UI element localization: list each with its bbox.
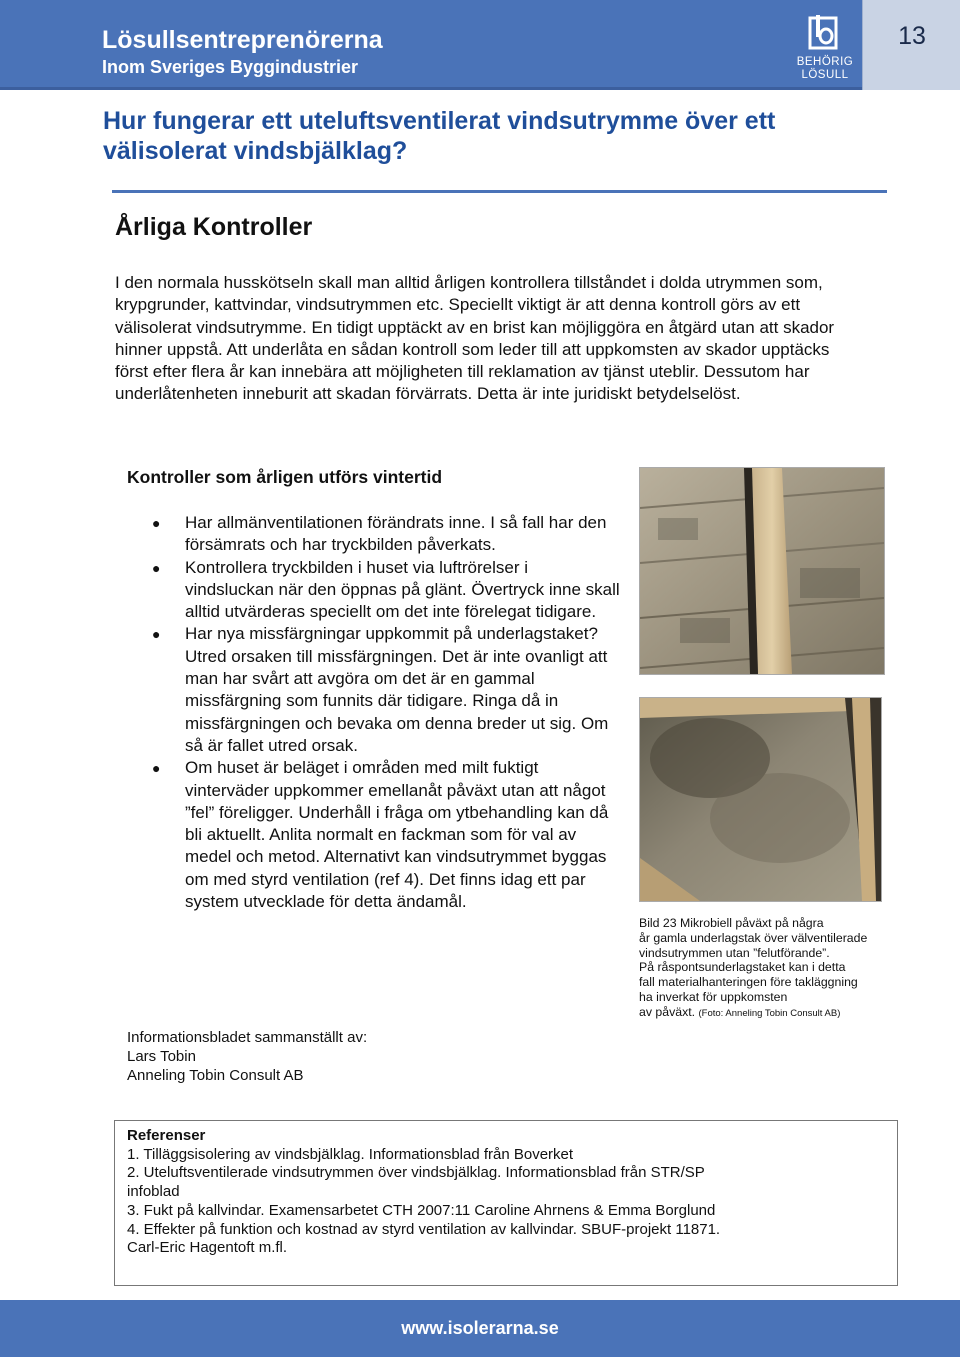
bullet-icon: ● bbox=[152, 626, 161, 643]
attic-photo-rafter bbox=[639, 467, 885, 675]
bullet-icon: ● bbox=[152, 515, 161, 531]
attic-photo-underlay bbox=[639, 697, 882, 902]
compiled-by-name: Lars Tobin bbox=[127, 1048, 196, 1065]
caption-line: Bild 23 Mikrobiell påväxt på några bbox=[639, 916, 824, 930]
logo-text-bottom: LÖSULL bbox=[801, 69, 849, 81]
bullet-text: Om huset är beläget i områden med milt fuktigt vinterväder uppkommer emellanåt påväxt utan att något ”fel” föreligger. Underhåll i fråga om ytbehandling kan då bli aktuellt. Anlita normalt en fackman som för val av medel och metod. Alternativt kan vindsutrymmet byggas om med styrd ventilation (ref 4). Det finns idag ett par system utvecklade för detta ändamål. bbox=[185, 758, 609, 912]
caption-text: av påväxt. bbox=[639, 1004, 696, 1019]
list-item bbox=[152, 512, 620, 557]
intro-paragraph: I den normala husskötseln skall man alltid årligen kontrollera tillståndet i dolda utrymmen som, krypgrunder, kattvindar, vindsutrymmen etc. Speciellt viktigt är att denna kontroll görs av ett välisolerat vindsutrymme. En tidigt upptäckt av en brist kan möjliggöra en åtgärd utan att skador hinner uppstå. Att underlåta en sådan kontroll som leder till att uppkomsten av skador upptäcks först efter flera år kan innebära att möjligheten till reklamation av tjänst uteblir. Dessutom har underlåtenheten inneburit att skadan förvärrats. Detta är inte juridiskt betydelselöst. bbox=[115, 273, 835, 404]
reference-item: 1. Tilläggsisolering av vindsbjälklag. Informationsblad från Boverket bbox=[127, 1145, 574, 1163]
compiled-by bbox=[127, 1028, 367, 1085]
bullet-text: Kontrollera tryckbilden i huset via luftrörelser i vindsluckan när den öppnas på glänt. Övertryck inne skall alltid utvärderas speciellt om det inte förelegat tidigare. bbox=[185, 557, 620, 622]
title-divider bbox=[112, 190, 887, 193]
caption-line-last bbox=[639, 1005, 899, 1022]
references-heading: Referenser bbox=[127, 1127, 206, 1144]
section-heading: Årliga Kontroller bbox=[115, 213, 313, 241]
caption-line: år gamla underlagstak över välventilerade bbox=[639, 930, 868, 945]
caption-line: fall materialhanteringen före takläggning bbox=[639, 975, 858, 990]
references-box bbox=[114, 1120, 898, 1286]
compiled-by-company: Anneling Tobin Consult AB bbox=[127, 1067, 304, 1084]
bullet-text: Har allmänventilationen förändrats inne. I så fall har den försämrats och har tryckbilden påverkats. bbox=[185, 513, 607, 555]
behorig-losull-logo bbox=[790, 14, 860, 82]
bullet-icon: ● bbox=[152, 559, 161, 576]
list-item bbox=[152, 623, 620, 757]
list-item bbox=[152, 757, 620, 913]
page-number-box bbox=[862, 0, 960, 90]
caption-line: vindsutrymmen utan ”felutförande”. bbox=[639, 945, 830, 960]
compiled-by-label: Informationsbladet sammanställt av: bbox=[127, 1029, 368, 1046]
figure-caption bbox=[639, 916, 899, 1022]
reference-item: 3. Fukt på kallvindar. Examensarbetet CTH 2007:11 Caroline Ahrnens & Emma Borglund bbox=[127, 1201, 716, 1219]
page-header bbox=[0, 0, 960, 90]
winter-checks-list bbox=[152, 512, 620, 913]
reference-item: 4. Effekter på funktion och kostnad av styrd ventilation av kallvindar. SBUF-projekt 11871. Carl-Eric Hagentoft m.fl. bbox=[127, 1220, 721, 1257]
bullet-icon: ● bbox=[152, 760, 161, 777]
organization-name: Lösullsentreprenörerna bbox=[102, 26, 383, 54]
logo-mark-icon bbox=[790, 14, 860, 54]
photo-credit: (Foto: Anneling Tobin Consult AB) bbox=[698, 1007, 841, 1019]
caption-line: ha inverkat för uppkomsten bbox=[639, 989, 788, 1004]
caption-line: På råspontsunderlagstaket kan i detta bbox=[639, 960, 846, 975]
page-number: 13 bbox=[898, 22, 926, 50]
winter-checks-heading: Kontroller som årligen utförs vintertid bbox=[127, 467, 443, 487]
list-item bbox=[152, 557, 620, 624]
organization-subtitle: Inom Sveriges Byggindustrier bbox=[102, 57, 359, 77]
page-footer bbox=[0, 1300, 960, 1357]
reference-item: 2. Uteluftsventilerade vindsutrymmen över vindsbjälklag. Informationsblad från STR/SP infoblad bbox=[127, 1164, 705, 1201]
bullet-text: Har nya missfärgningar uppkommit på underlagstaket? Utred orsaken till missfärgningen. Det är inte ovanligt att man har svårt att avgöra om det är en gammal missfärgning som funnits där tidigare. Ringa då in missfärgningen och bevaka om denna breder ut sig. Om så är fallet utred orsak. bbox=[185, 624, 609, 755]
document-title: Hur fungerar ett uteluftsventilerat vindsutrymme över ett välisolerat vindsbjälklag? bbox=[103, 107, 776, 165]
logo-text-top: BEHÖRIG bbox=[796, 56, 854, 68]
footer-website-link[interactable]: www.isolerarna.se bbox=[401, 1318, 559, 1338]
